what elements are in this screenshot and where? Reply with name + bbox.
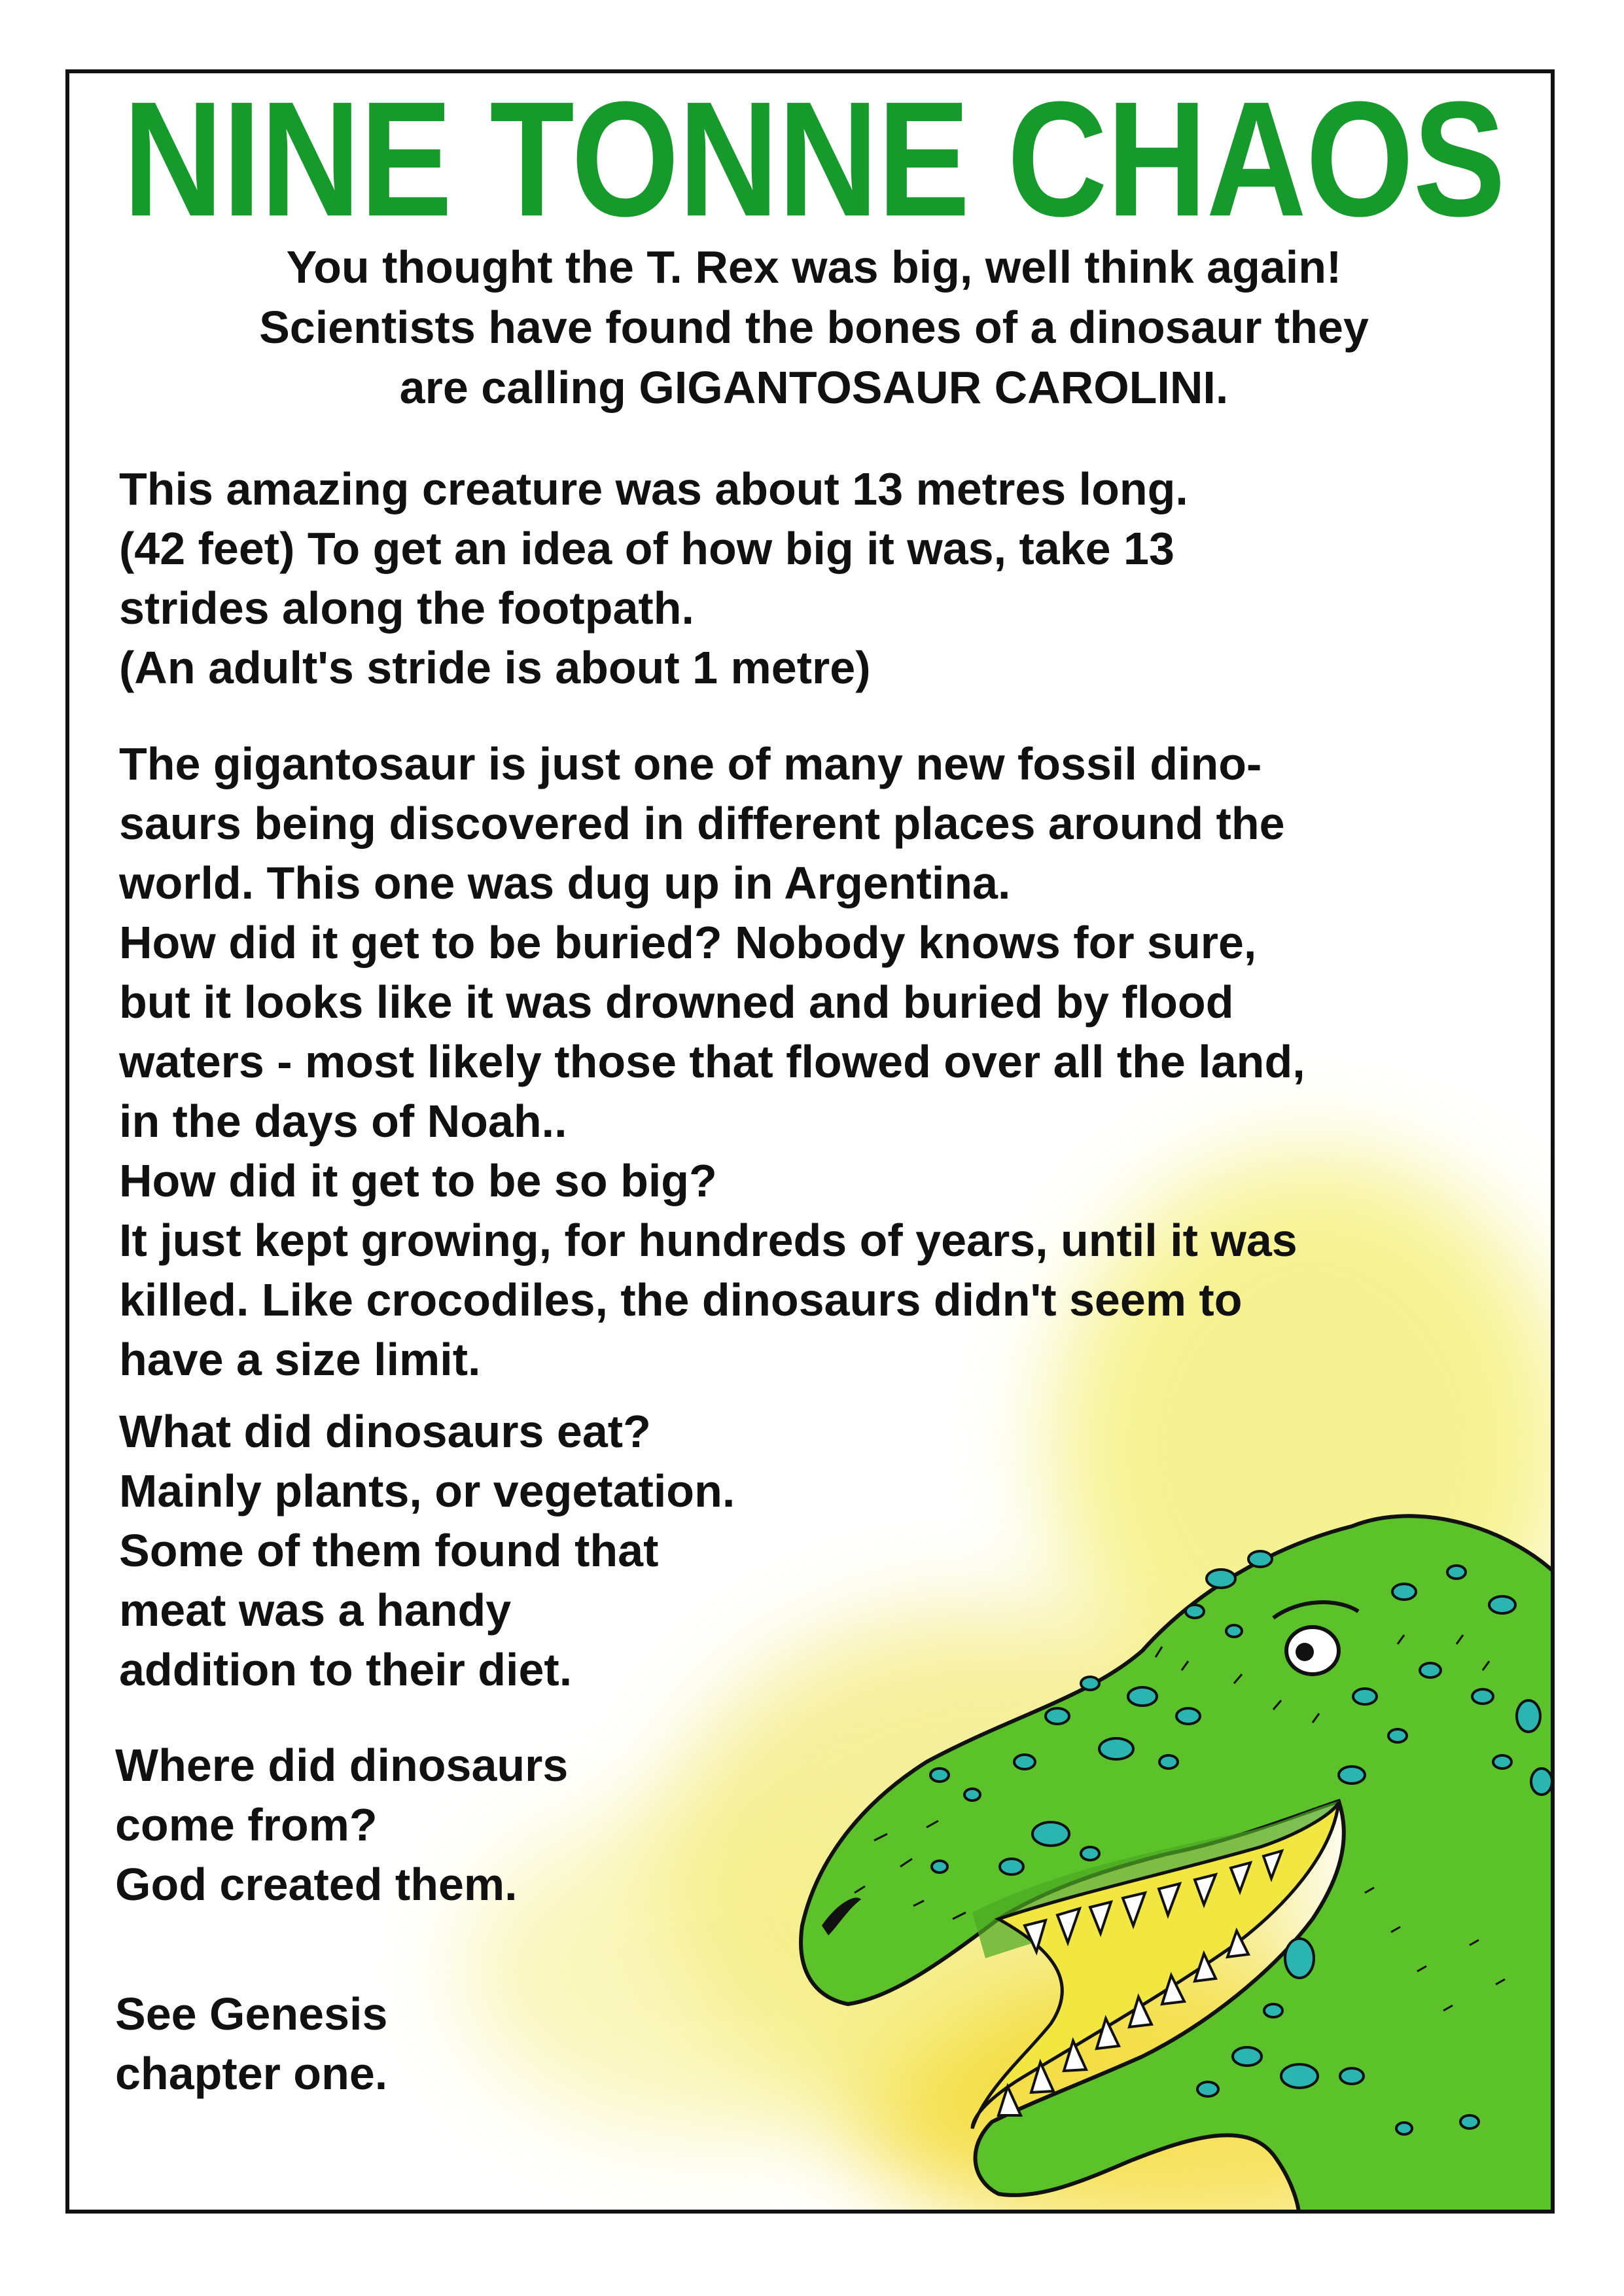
text-line: but it looks like it was drowned and buried by flood <box>119 977 1234 1028</box>
intro-line: You thought the T. Rex was big, well think again! <box>286 242 1342 293</box>
text-line: It just kept growing, for hundreds of years, until it was <box>119 1215 1297 1266</box>
origin-paragraph <box>115 1736 568 1914</box>
size-paragraph <box>119 459 1188 698</box>
text-line: This amazing creature was about 13 metres long. <box>119 463 1188 514</box>
text-line: See Genesis <box>115 1988 388 2039</box>
text-line: How did it get to be buried? Nobody knows for sure, <box>119 917 1257 968</box>
discovery-paragraph <box>119 734 1305 1390</box>
text-line: saurs being discovered in different places around the <box>119 798 1285 849</box>
reference-paragraph <box>115 1984 387 2104</box>
text-line: addition to their diet. <box>119 1644 573 1695</box>
text-line: strides along the footpath. <box>119 583 694 634</box>
text-line: meat was a handy <box>119 1585 512 1636</box>
text-line: in the days of Noah.. <box>119 1096 567 1147</box>
page-frame <box>65 69 1555 2214</box>
dinosaur-eye <box>1286 1627 1339 1674</box>
text-line: (An adult's stride is about 1 metre) <box>119 642 871 693</box>
text-line: come from? <box>115 1799 378 1850</box>
intro-text <box>69 237 1555 418</box>
intro-line: Scientists have found the bones of a dinosaur they <box>259 302 1369 353</box>
text-line: have a size limit. <box>119 1334 481 1385</box>
text-line: (42 feet) To get an idea of how big it was, take 13 <box>119 523 1174 574</box>
text-line: What did dinosaurs eat? <box>119 1406 651 1457</box>
diet-paragraph <box>119 1402 735 1700</box>
intro-line: are calling GIGANTOSAUR CAROLINI. <box>399 362 1229 413</box>
text-line: Where did dinosaurs <box>115 1740 569 1791</box>
text-line: How did it get to be so big? <box>119 1155 717 1206</box>
text-line: Some of them found that <box>119 1525 659 1576</box>
text-line: Mainly plants, or vegetation. <box>119 1465 735 1516</box>
page-title: NINE TONNE CHAOS <box>122 69 1506 251</box>
dinosaur-head-illustration <box>776 1500 1555 2214</box>
text-line: God created them. <box>115 1859 518 1910</box>
text-line: world. This one was dug up in Argentina. <box>119 857 1011 908</box>
text-line: The gigantosaur is just one of many new fossil dino- <box>119 738 1262 789</box>
text-line: chapter one. <box>115 2048 388 2099</box>
text-line: killed. Like crocodiles, the dinosaurs didn't seem to <box>119 1274 1243 1325</box>
text-line: waters - most likely those that flowed over all the land, <box>119 1036 1305 1087</box>
